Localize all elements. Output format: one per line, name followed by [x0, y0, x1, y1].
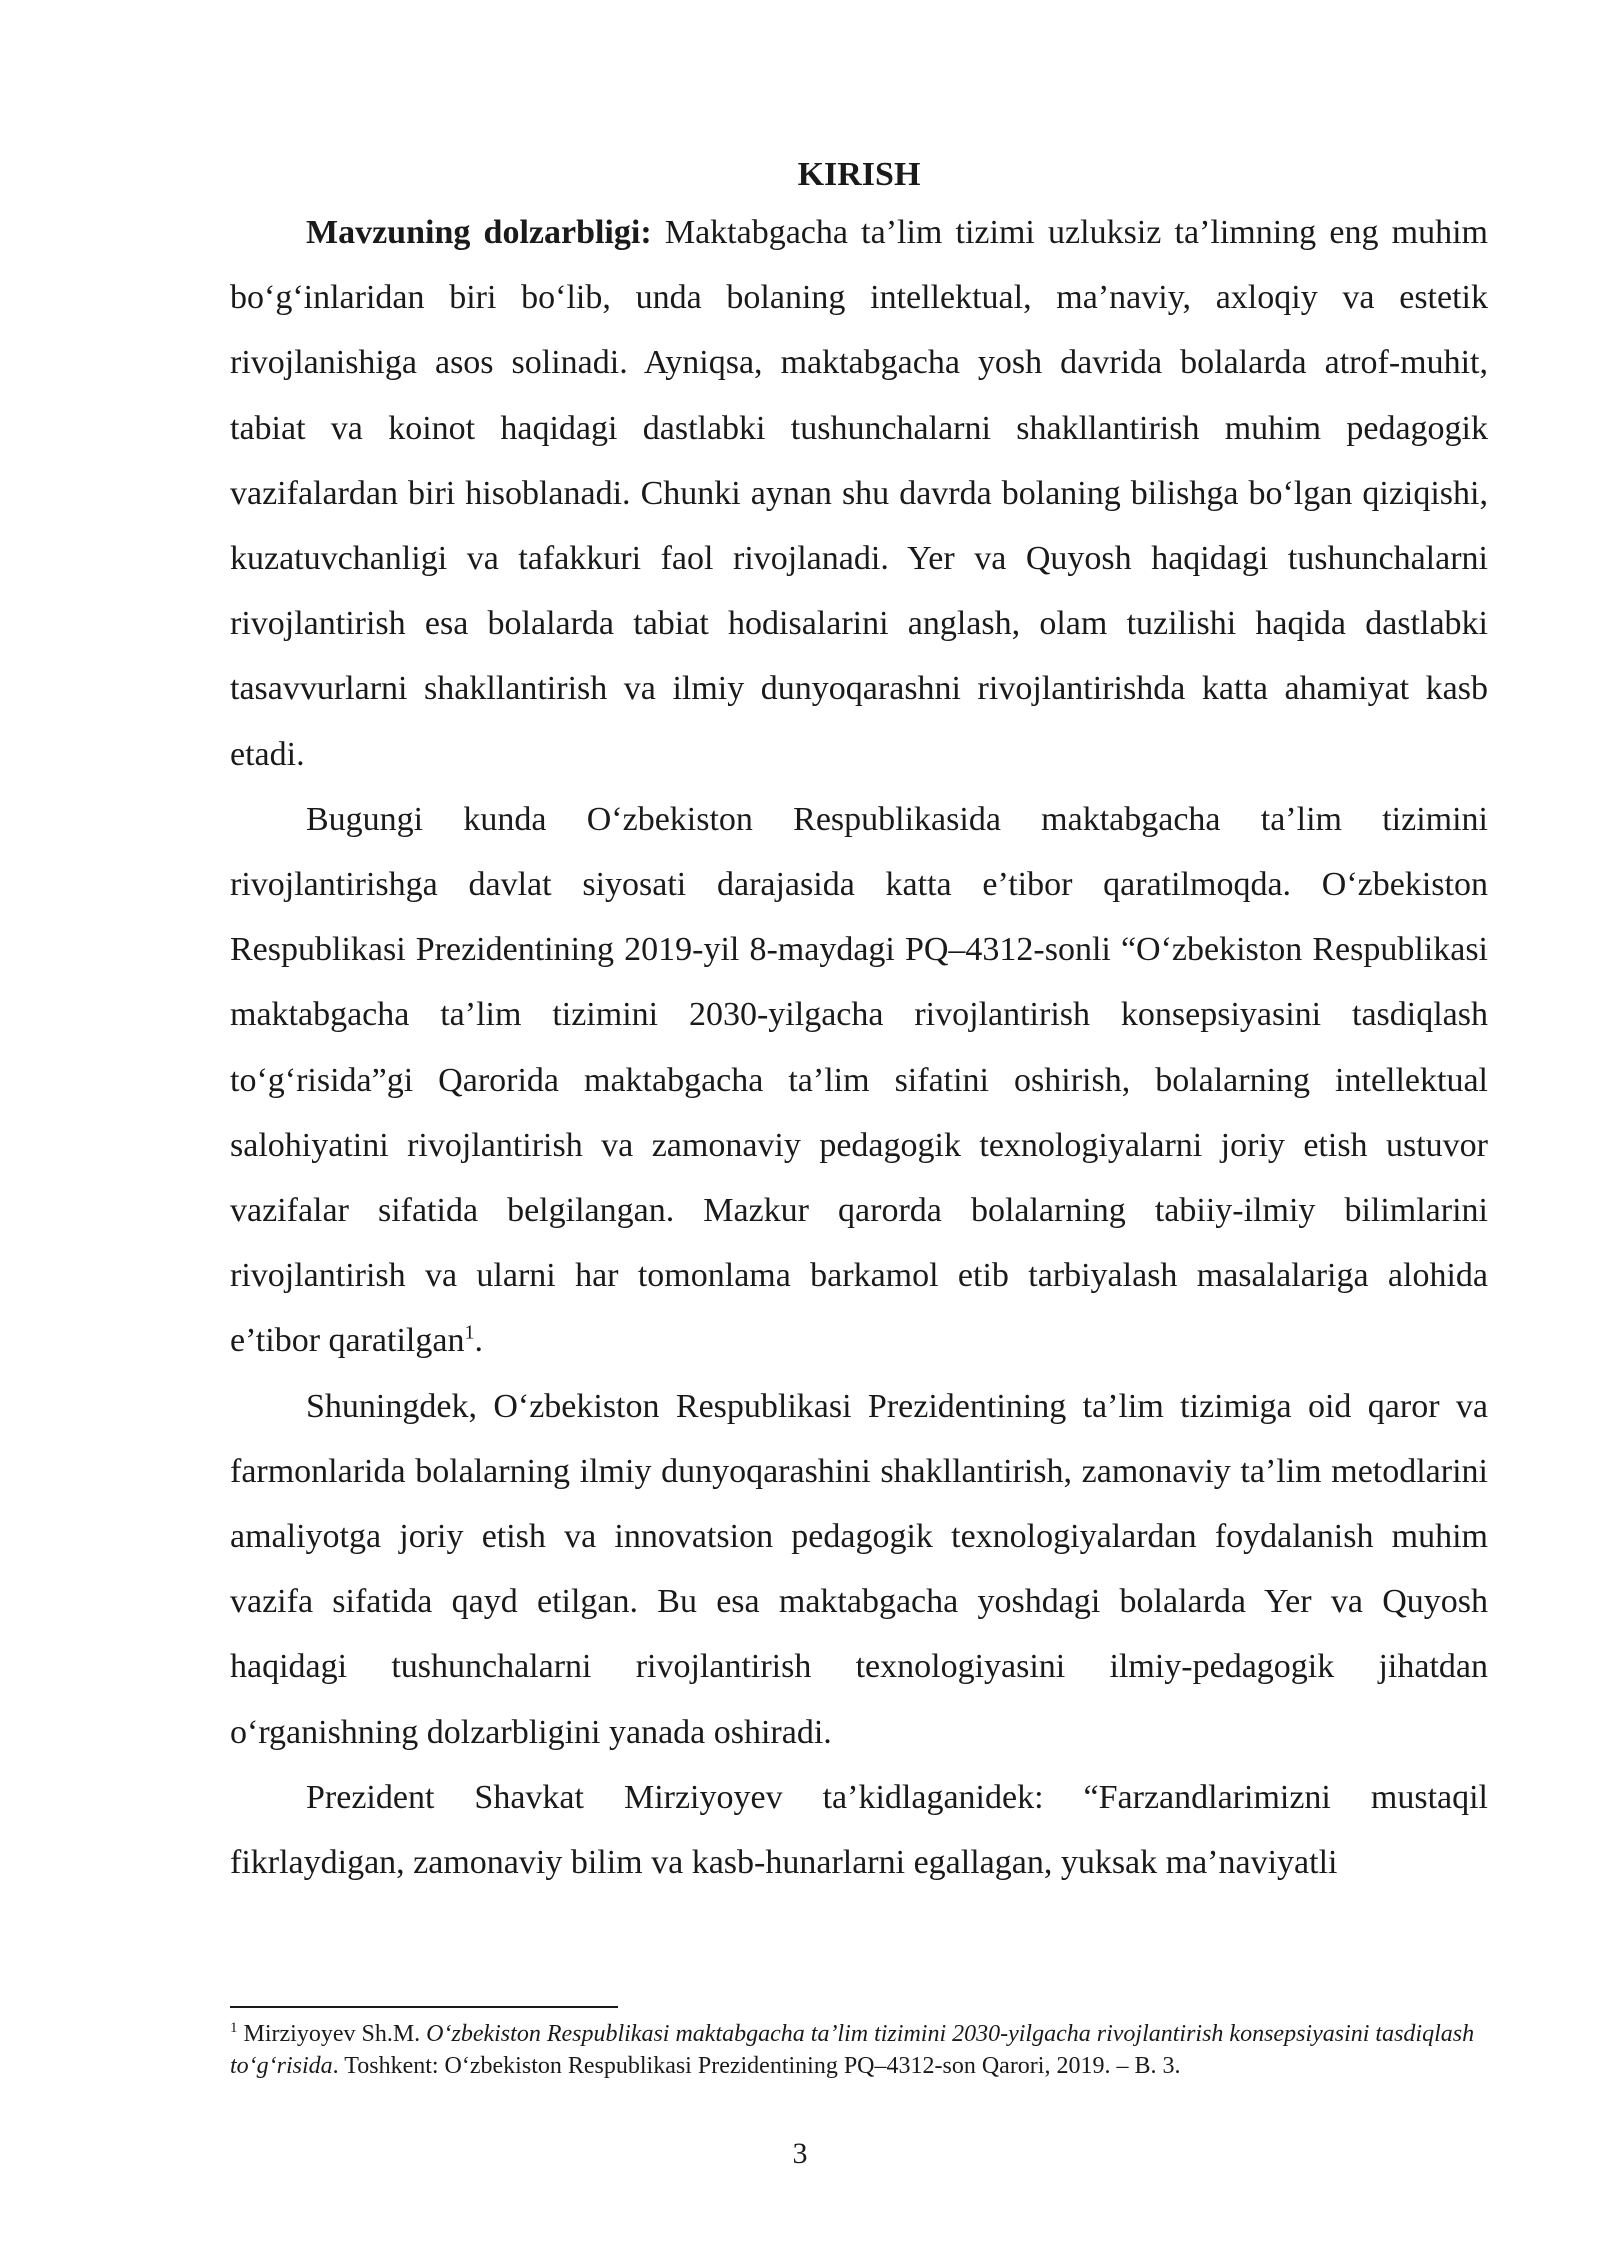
paragraph-text: Bugungi kunda O‘zbekiston Respublikasida maktabgacha ta’lim tizimini rivojlantirishga davlat siyosati darajasida katta e’tibor qaratilmoqda. O‘zbekiston Respublikasi Prezidentining 2019-yil 8-maydagi PQ–4312-sonli “O‘zbekiston Respublikasi maktabgacha ta’lim tizimini 2030-yilgacha rivojlantirish konsepsiyasini tasdiqlash to‘g‘risida”gi Qarorida maktabgacha ta’lim sifatini oshirish, bolalarning intellektual salohiyatini rivojlantirish va zamonaviy pedagogik texnologiyalarni joriy etish ustuvor vazifalar sifatida belgilangan. Mazkur qarorda bolalarning tabiiy-ilmiy bilimlarini rivojlantirish va ularni har tomonlama barkamol etib tarbiyalash masalalariga alohida e’tibor qaratilgan	[230, 800, 1488, 1360]
paragraph-text: Maktabgacha ta’lim tizimi uzluksiz ta’limning eng muhim bo‘g‘inlaridan biri bo‘lib, unda bolaning intellektual, ma’naviy, axloqiy va estetik rivojlanishiga asos solinadi. Ayniqsa, maktabgacha yosh davrida bolalarda atrof-muhit, tabiat va koinot haqidagi dastlabki tushunchalarni shakllantirish muhim pedagogik vazifalardan biri hisoblanadi. Chunki aynan shu davrda bolaning bilishga bo‘lgan qiziqishi, kuzatuvchanligi va tafakkuri faol rivojlanadi. Yer va Quyosh haqidagi tushunchalarni rivojlantirish esa bolalarda tabiat hodisalarini anglash, olam tuzilishi haqida dastlabki tasavvurlarni shakllantirish va ilmiy dunyoqarashni rivojlantirishda katta ahamiyat kasb etadi.	[230, 214, 1488, 773]
footnote-title: O‘zbekiston Respublikasi maktabgacha ta’lim tizimini 2030-yilgacha rivojlantirish konsepsiyasini tasdiqlash to‘g‘risida	[230, 2021, 1475, 2079]
paragraph-text: Prezident Shavkat Mirziyoyev ta’kidlaganidek: “Farzandlarimizni mustaqil fikrlaydigan, zamonaviy bilim va kasb-hunarlarni egallagan, yuksak ma’naviyatli	[230, 1778, 1488, 1882]
footnote-separator	[230, 2006, 618, 2008]
footnote-reference[interactable]: 1	[464, 1322, 475, 1345]
paragraph-decrees	[230, 1374, 1488, 1765]
paragraph-tail: .	[474, 1322, 483, 1360]
document-page	[230, 150, 1488, 1895]
footnote-rest: . Toshkent: O‘zbekiston Respublikasi Prezidentining PQ–4312-son Qarori, 2019. – B. 3.	[332, 2053, 1181, 2079]
footnote-author: Mirziyoyev Sh.M.	[237, 2021, 427, 2047]
paragraph-relevance	[230, 200, 1488, 787]
page-title: KIRISH	[797, 156, 921, 193]
footnote	[230, 2018, 1488, 2082]
paragraph-lead: Mavzuning dolzarbligi:	[306, 214, 652, 251]
paragraph-text: Shuningdek, O‘zbekiston Respublikasi Prezidentining ta’lim tizimiga oid qaror va farmonlarida bolalarning ilmiy dunyoqarashini shakllantirish, zamonaviy ta’lim metodlarini amaliyotga joriy etish va innovatsion pedagogik texnologiyalardan foydalanish muhim vazifa sifatida qayd etilgan. Bu esa maktabgacha yoshdagi bolalarda Yer va Quyosh haqidagi tushunchalarni rivojlantirish texnologiyasini ilmiy-pedagogik jihatdan o‘rganishning dolzarbligini yanada oshiradi.	[230, 1387, 1488, 1751]
paragraph-president-quote	[230, 1765, 1488, 1895]
page-number: 3	[792, 2137, 808, 2170]
footnote-marker: 1	[230, 2020, 238, 2036]
paragraph-state-policy	[230, 787, 1488, 1374]
